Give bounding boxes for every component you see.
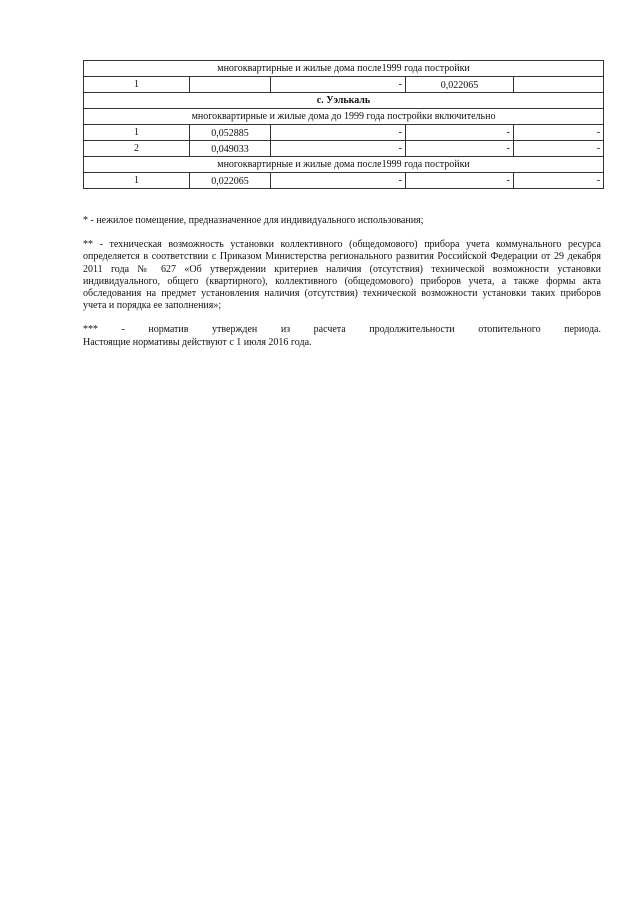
table-row bbox=[84, 157, 604, 173]
table-cell: 1 bbox=[84, 77, 190, 93]
table-cell: 1 bbox=[84, 173, 190, 189]
table-row bbox=[84, 141, 604, 157]
table-cell: - bbox=[514, 173, 604, 189]
norms-table bbox=[83, 60, 604, 189]
footnote-metering: ** - техническая возможность установки коллективного (общедомового) прибора учета коммунального ресурса определяется в соответствии с Приказом Министерства регионального развития Российской Федерации от 29 декабря 2011 года № 627 «Об утверждении критериев наличия (отсутствия) технической возможности установки индивидуального, общего (квартирного), коллективного (общедомового) приборов учета, а также формы акта обследования на предмет установления наличия (отсутствия) технической возможности установки таких приборов учета и порядка ее заполнения»; bbox=[83, 239, 601, 312]
table-cell: - bbox=[271, 141, 406, 157]
section-heading: многоквартирные и жилые дома после1999 года постройки bbox=[84, 61, 604, 77]
table-cell: - bbox=[406, 125, 514, 141]
table-cell: 0,049033 bbox=[190, 141, 271, 157]
table-cell: - bbox=[271, 77, 406, 93]
location-heading: с. Уэлькаль bbox=[84, 93, 604, 109]
table-row bbox=[84, 77, 604, 93]
table-cell: - bbox=[514, 125, 604, 141]
table-cell: 0,022065 bbox=[406, 77, 514, 93]
table-cell bbox=[190, 77, 271, 93]
table-row bbox=[84, 93, 604, 109]
table-cell: 0,052885 bbox=[190, 125, 271, 141]
table-cell: - bbox=[406, 141, 514, 157]
table-row bbox=[84, 125, 604, 141]
table-cell: - bbox=[406, 173, 514, 189]
table-cell: - bbox=[271, 173, 406, 189]
footnote-nonresidential: * - нежилое помещение, предназначенное для индивидуального использования; bbox=[83, 215, 424, 226]
table-cell: 1 bbox=[84, 125, 190, 141]
section-heading: многоквартирные и жилые дома до 1999 года постройки включительно bbox=[84, 109, 604, 125]
table-cell: - bbox=[271, 125, 406, 141]
footnotes bbox=[83, 215, 601, 349]
table-row bbox=[84, 173, 604, 189]
effective-date: Настоящие нормативы действуют с 1 июля 2016 года. bbox=[83, 336, 312, 348]
table-cell: 0,022065 bbox=[190, 173, 271, 189]
footnote-heating-period: *** - норматив утвержден из расчета продолжительности отопительного периода. bbox=[83, 324, 601, 336]
table-row bbox=[84, 61, 604, 77]
section-heading: многоквартирные и жилые дома после1999 года постройки bbox=[84, 157, 604, 173]
table-cell: 2 bbox=[84, 141, 190, 157]
table-cell: - bbox=[514, 141, 604, 157]
table-row bbox=[84, 109, 604, 125]
table-cell bbox=[514, 77, 604, 93]
